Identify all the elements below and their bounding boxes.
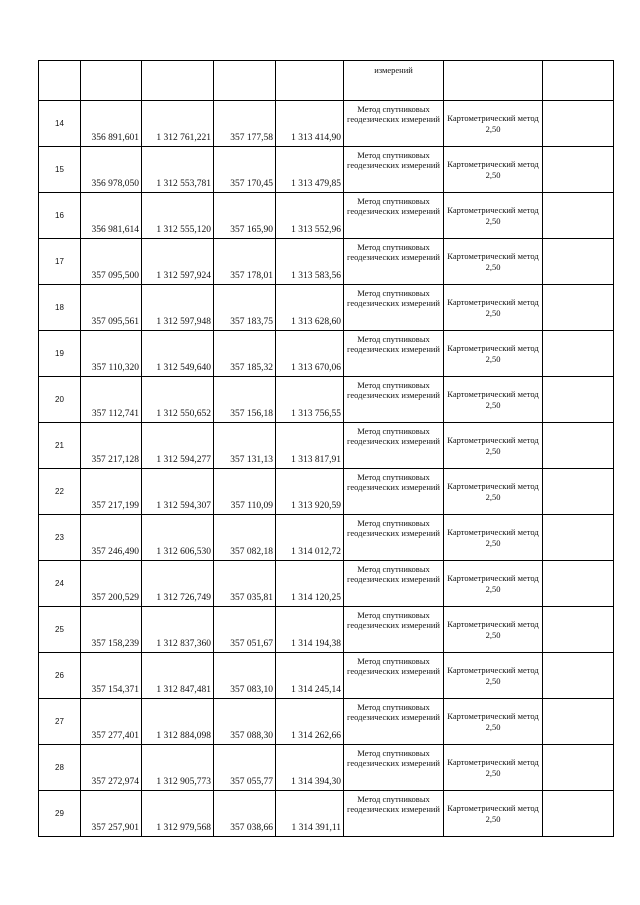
cell-x-existing: 357 095,561 [81,285,142,331]
cell-accuracy: Картометрический метод 2,50 [444,469,543,515]
cell-x-new: 357 051,67 [214,607,276,653]
cell-x-existing: 357 112,741 [81,377,142,423]
cell-x-new: 357 177,58 [214,101,276,147]
cell-point-number: 15 [39,147,81,193]
cell-x-new: 357 183,75 [214,285,276,331]
table-row [39,653,614,699]
cell-accuracy: Картометрический метод 2,50 [444,377,543,423]
cell-y-existing: 1 312 553,781 [142,147,214,193]
cell-extra [543,193,614,239]
cell-extra [543,377,614,423]
cell-method: Метод спутниковых геодезических измерений [344,653,444,699]
table-row [39,239,614,285]
cell-extra [543,101,614,147]
cell-point-number: 23 [39,515,81,561]
cell-y-new: 1 314 262,66 [276,699,344,745]
cell-y-new: 1 313 817,91 [276,423,344,469]
table-row [39,285,614,331]
cell-extra [543,469,614,515]
cell-point-number: 17 [39,239,81,285]
cell-x-existing [81,61,142,101]
cell-x-new [214,61,276,101]
cell-point-number: 18 [39,285,81,331]
cell-x-existing: 357 158,239 [81,607,142,653]
cell-x-new: 357 165,90 [214,193,276,239]
cell-y-new [276,61,344,101]
table-row [39,515,614,561]
cell-point-number: 20 [39,377,81,423]
cell-accuracy: Картометрический метод 2,50 [444,285,543,331]
cell-method: Метод спутниковых геодезических измерений [344,331,444,377]
table-row [39,791,614,837]
table-row [39,607,614,653]
cell-accuracy: Картометрический метод 2,50 [444,193,543,239]
cell-x-existing: 357 272,974 [81,745,142,791]
cell-y-new: 1 313 479,85 [276,147,344,193]
cell-extra [543,331,614,377]
cell-x-existing: 357 217,128 [81,423,142,469]
cell-accuracy: Картометрический метод 2,50 [444,423,543,469]
cell-extra [543,791,614,837]
cell-method: Метод спутниковых геодезических измерений [344,515,444,561]
cell-x-existing: 357 200,529 [81,561,142,607]
cell-method: Метод спутниковых геодезических измерений [344,285,444,331]
cell-accuracy: Картометрический метод 2,50 [444,653,543,699]
table-row [39,147,614,193]
cell-x-existing: 357 154,371 [81,653,142,699]
table-row [39,561,614,607]
cell-method: Метод спутниковых геодезических измерений [344,561,444,607]
table-row [39,193,614,239]
cell-y-new: 1 314 194,38 [276,607,344,653]
cell-method: Метод спутниковых геодезических измерений [344,791,444,837]
coordinates-table [38,60,614,837]
cell-x-existing: 357 277,401 [81,699,142,745]
cell-y-existing: 1 312 597,924 [142,239,214,285]
cell-y-existing: 1 312 594,277 [142,423,214,469]
cell-point-number: 19 [39,331,81,377]
cell-method: Метод спутниковых геодезических измерений [344,193,444,239]
cell-y-new: 1 314 245,14 [276,653,344,699]
cell-method: Метод спутниковых геодезических измерений [344,469,444,515]
cell-y-existing: 1 312 606,530 [142,515,214,561]
cell-x-new: 357 035,81 [214,561,276,607]
cell-y-new: 1 313 670,06 [276,331,344,377]
cell-extra [543,561,614,607]
cell-point-number: 25 [39,607,81,653]
cell-point-number: 29 [39,791,81,837]
cell-x-new: 357 055,77 [214,745,276,791]
cell-accuracy: Картометрический метод 2,50 [444,561,543,607]
table-row [39,423,614,469]
cell-y-existing [142,61,214,101]
cell-x-existing: 356 978,050 [81,147,142,193]
table-row [39,377,614,423]
cell-y-new: 1 313 552,96 [276,193,344,239]
cell-y-existing: 1 312 594,307 [142,469,214,515]
cell-x-new: 357 038,66 [214,791,276,837]
cell-x-new: 357 156,18 [214,377,276,423]
cell-y-new: 1 313 756,55 [276,377,344,423]
cell-x-existing: 356 981,614 [81,193,142,239]
table-row [39,331,614,377]
cell-x-new: 357 082,18 [214,515,276,561]
cell-x-new: 357 088,30 [214,699,276,745]
cell-extra [543,147,614,193]
cell-y-existing: 1 312 550,652 [142,377,214,423]
cell-method: Метод спутниковых геодезических измерений [344,699,444,745]
cell-extra [543,745,614,791]
cell-point-number: 21 [39,423,81,469]
table-row [39,101,614,147]
cell-point-number: 16 [39,193,81,239]
cell-point-number: 26 [39,653,81,699]
cell-y-existing: 1 312 726,749 [142,561,214,607]
cell-x-new: 357 170,45 [214,147,276,193]
cell-x-existing: 357 095,500 [81,239,142,285]
cell-x-new: 357 185,32 [214,331,276,377]
cell-x-existing: 356 891,601 [81,101,142,147]
cell-y-new: 1 313 920,59 [276,469,344,515]
cell-y-existing: 1 312 837,360 [142,607,214,653]
cell-y-new: 1 313 628,60 [276,285,344,331]
cell-accuracy: Картометрический метод 2,50 [444,101,543,147]
cell-point-number: 14 [39,101,81,147]
cell-method: Метод спутниковых геодезических измерений [344,377,444,423]
cell-extra [543,61,614,101]
cell-method: Метод спутниковых геодезических измерений [344,147,444,193]
cell-extra [543,515,614,561]
cell-accuracy: Картометрический метод 2,50 [444,147,543,193]
cell-accuracy: Картометрический метод 2,50 [444,239,543,285]
cell-y-new: 1 314 394,30 [276,745,344,791]
cell-y-new: 1 313 583,56 [276,239,344,285]
cell-x-existing: 357 257,901 [81,791,142,837]
cell-method: Метод спутниковых геодезических измерений [344,423,444,469]
cell-accuracy: Картометрический метод 2,50 [444,745,543,791]
cell-accuracy [444,61,543,101]
cell-y-existing: 1 312 979,568 [142,791,214,837]
cell-y-existing: 1 312 761,221 [142,101,214,147]
cell-accuracy: Картометрический метод 2,50 [444,699,543,745]
cell-x-existing: 357 217,199 [81,469,142,515]
cell-y-existing: 1 312 884,098 [142,699,214,745]
cell-y-new: 1 314 012,72 [276,515,344,561]
cell-point-number: 27 [39,699,81,745]
cell-x-new: 357 083,10 [214,653,276,699]
table-row-continued [39,61,614,101]
cell-point-number: 22 [39,469,81,515]
cell-point-number: 28 [39,745,81,791]
cell-y-existing: 1 312 555,120 [142,193,214,239]
cell-y-existing: 1 312 905,773 [142,745,214,791]
cell-y-new: 1 313 414,90 [276,101,344,147]
cell-x-existing: 357 110,320 [81,331,142,377]
cell-x-new: 357 178,01 [214,239,276,285]
cell-method: измерений [344,61,444,101]
cell-accuracy: Картометрический метод 2,50 [444,791,543,837]
cell-extra [543,607,614,653]
cell-extra [543,423,614,469]
cell-method: Метод спутниковых геодезических измерений [344,101,444,147]
cell-y-existing: 1 312 549,640 [142,331,214,377]
cell-method: Метод спутниковых геодезических измерений [344,239,444,285]
table-row [39,469,614,515]
cell-point-number: 24 [39,561,81,607]
cell-extra [543,699,614,745]
cell-point-number [39,61,81,101]
cell-x-existing: 357 246,490 [81,515,142,561]
table-row [39,745,614,791]
cell-method: Метод спутниковых геодезических измерений [344,607,444,653]
cell-y-new: 1 314 391,11 [276,791,344,837]
cell-extra [543,285,614,331]
cell-extra [543,653,614,699]
cell-y-existing: 1 312 847,481 [142,653,214,699]
table-row [39,699,614,745]
cell-y-new: 1 314 120,25 [276,561,344,607]
cell-x-new: 357 131,13 [214,423,276,469]
cell-accuracy: Картометрический метод 2,50 [444,331,543,377]
cell-x-new: 357 110,09 [214,469,276,515]
cell-accuracy: Картометрический метод 2,50 [444,515,543,561]
cell-y-existing: 1 312 597,948 [142,285,214,331]
cell-extra [543,239,614,285]
cell-method: Метод спутниковых геодезических измерений [344,745,444,791]
cell-accuracy: Картометрический метод 2,50 [444,607,543,653]
